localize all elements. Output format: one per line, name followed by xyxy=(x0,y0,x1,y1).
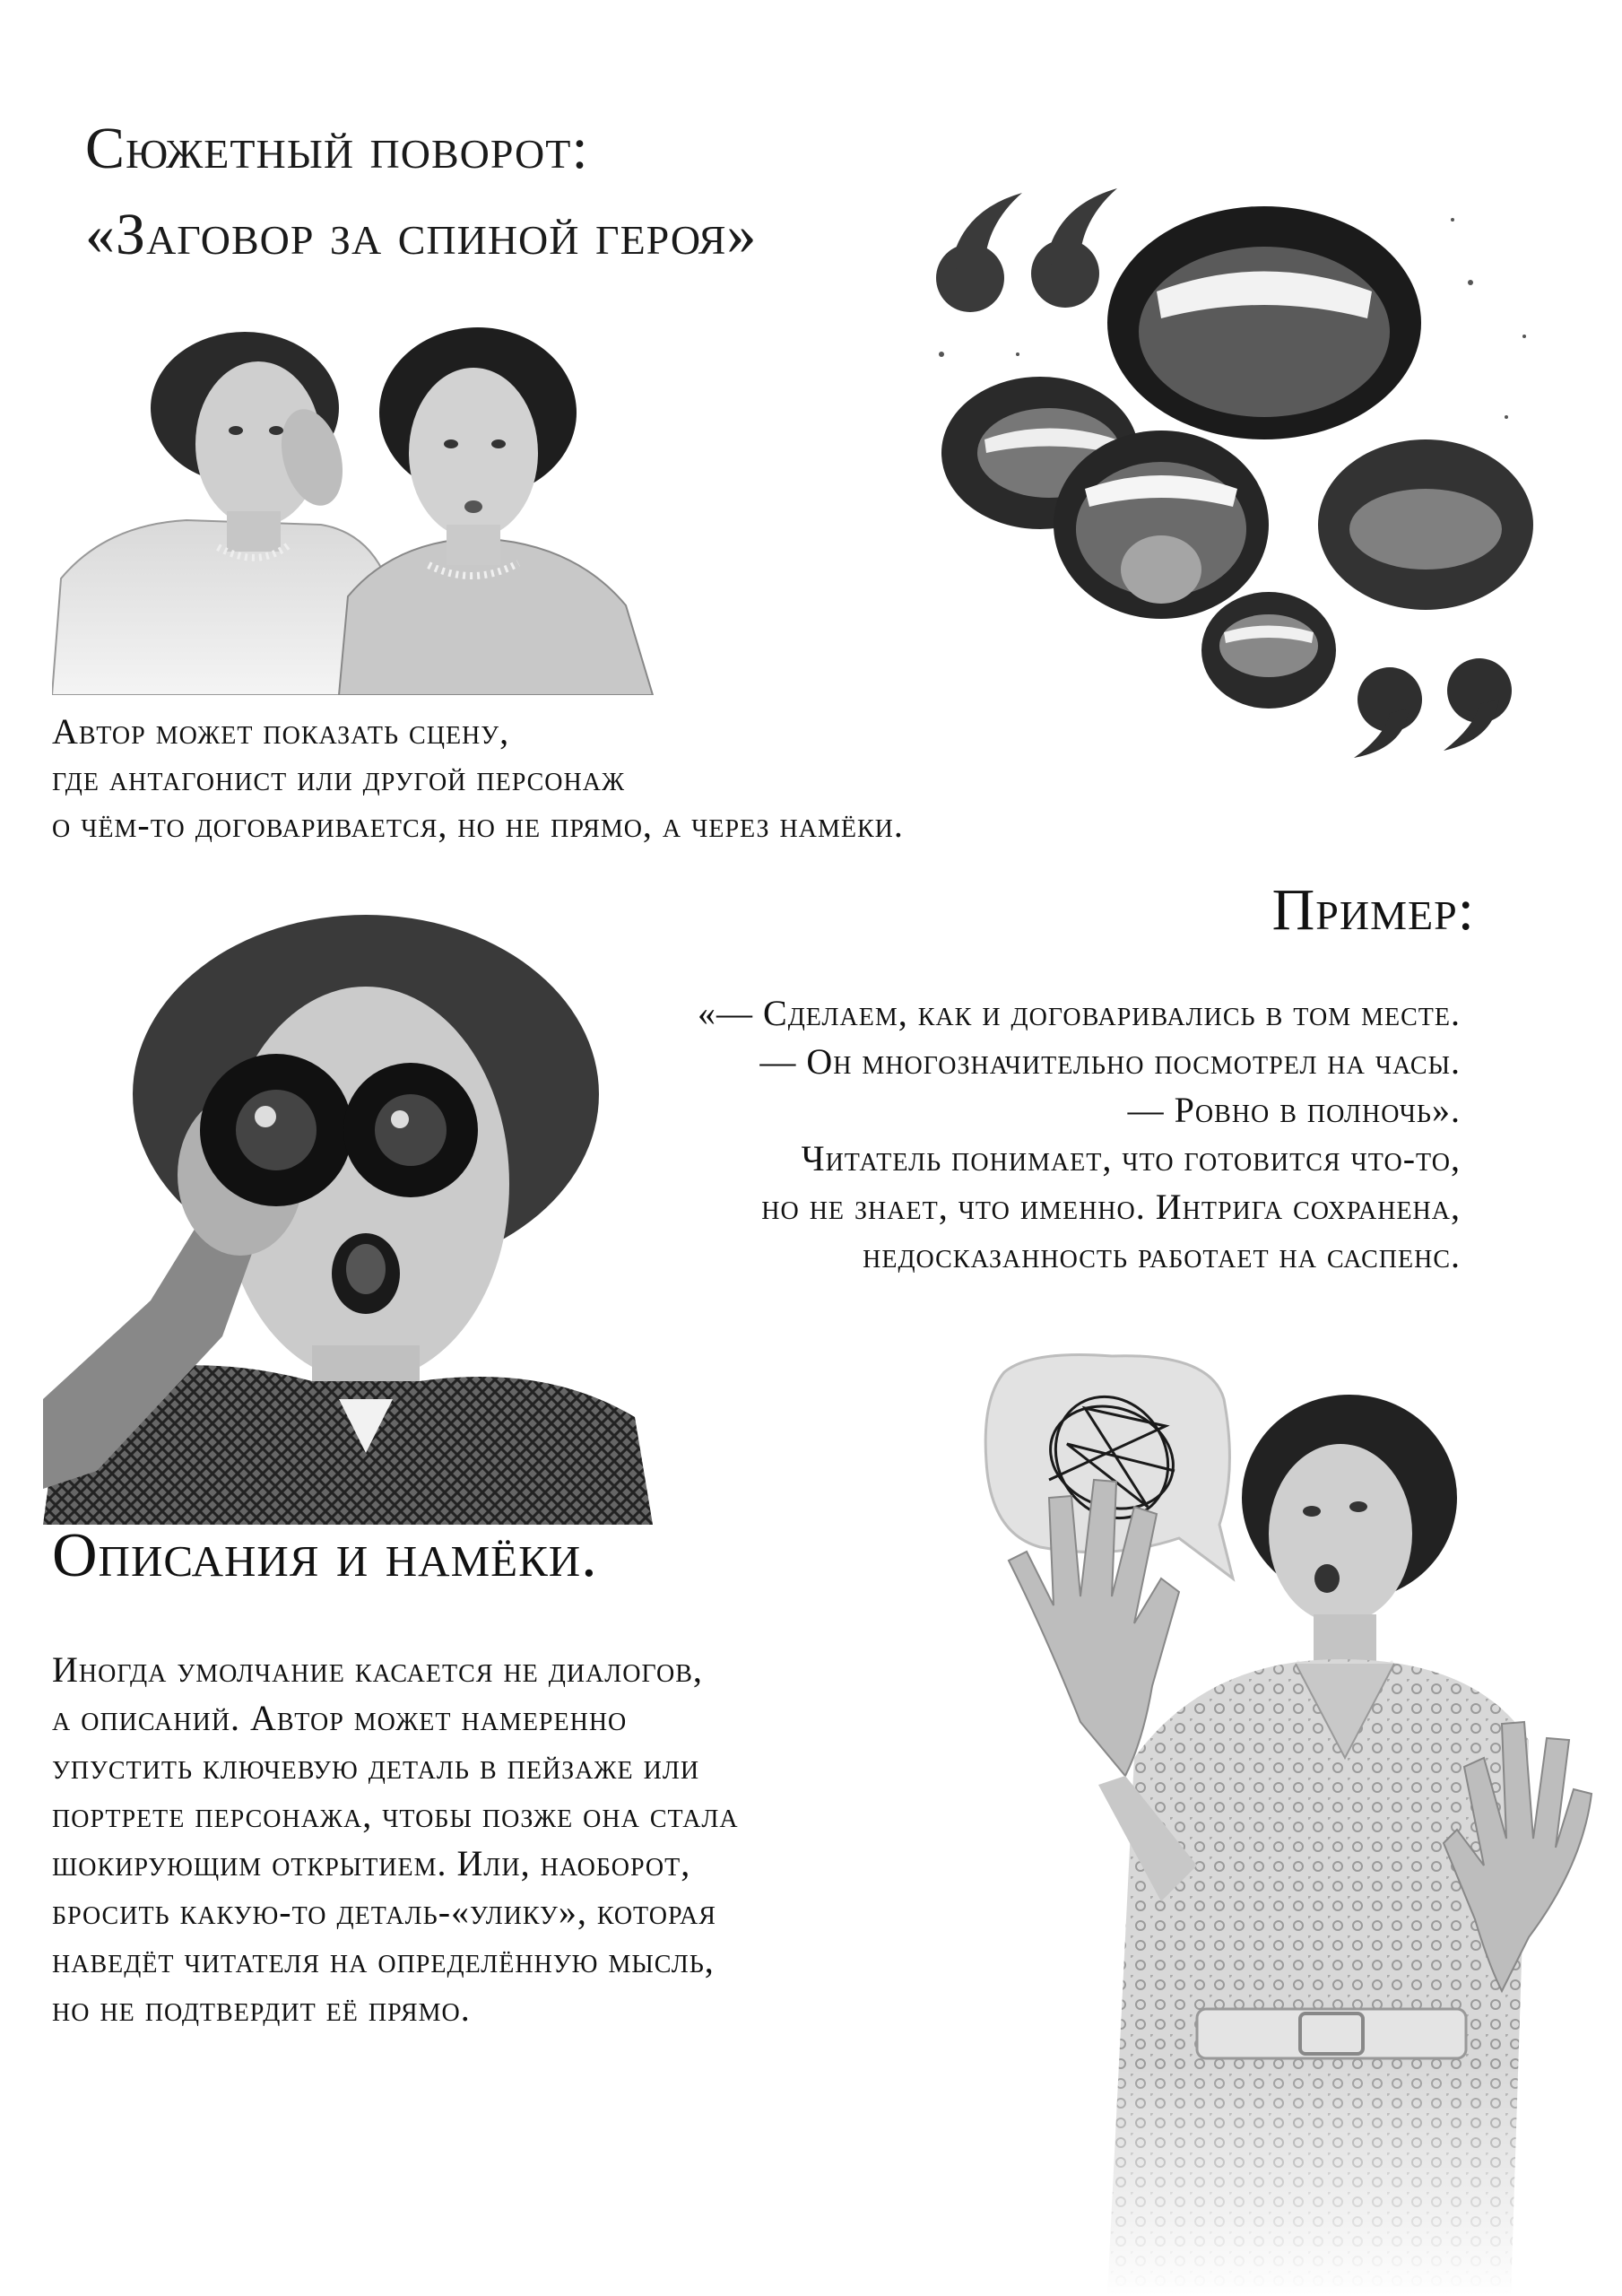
body-line: а описаний. Автор может намеренно xyxy=(52,1698,628,1738)
intro-line: Автор может показать сцену, xyxy=(52,711,510,752)
dialogue-line: — Ровно в полночь». xyxy=(1127,1090,1461,1130)
body-line: Иногда умолчание касается не диалогов, xyxy=(52,1649,703,1690)
body-paragraph xyxy=(52,1646,984,2033)
body-line: наведёт читателя на определённую мысль, xyxy=(52,1940,715,1980)
surprised-woman-image xyxy=(973,1363,1600,2296)
dialogue-line: недосказанность работает на саспенс. xyxy=(863,1235,1461,1275)
whispering-women-image xyxy=(52,309,671,695)
dialogue-line: — Он многозначительно посмотрел на часы. xyxy=(759,1041,1461,1082)
dialogue-line: Читатель понимает, что готовится что-то, xyxy=(801,1138,1461,1178)
title-line-1: Сюжетный поворот: xyxy=(85,116,589,181)
body-line: шокирующим открытием. Или, наоборот, xyxy=(52,1843,691,1883)
example-heading: Пример: xyxy=(1271,877,1475,943)
dialogue-line: но не знает, что именно. Интрига сохранена, xyxy=(761,1187,1461,1227)
intro-line: где антагонист или другой персонаж xyxy=(52,758,626,798)
dialogue-line: «— Сделаем, как и договаривались в том месте. xyxy=(698,993,1461,1033)
section-heading: Описания и намёки. xyxy=(52,1521,598,1590)
body-line: упустить ключевую деталь в пейзаже или xyxy=(52,1746,700,1787)
intro-line: о чём-то договаривается, но не прямо, а через намёки. xyxy=(52,804,904,845)
page-title xyxy=(85,106,982,278)
body-line: портрете персонажа, чтобы позже она стала xyxy=(52,1795,739,1835)
body-line: но не подтвердит её прямо. xyxy=(52,1988,471,2029)
body-line: бросить какую-то деталь-«улику», которая xyxy=(52,1892,716,1932)
dialogue-example xyxy=(474,989,1461,1280)
title-line-2: «Заговор за спиной героя» xyxy=(85,202,758,267)
intro-paragraph xyxy=(52,709,1236,848)
mouths-collage-image xyxy=(915,184,1542,758)
